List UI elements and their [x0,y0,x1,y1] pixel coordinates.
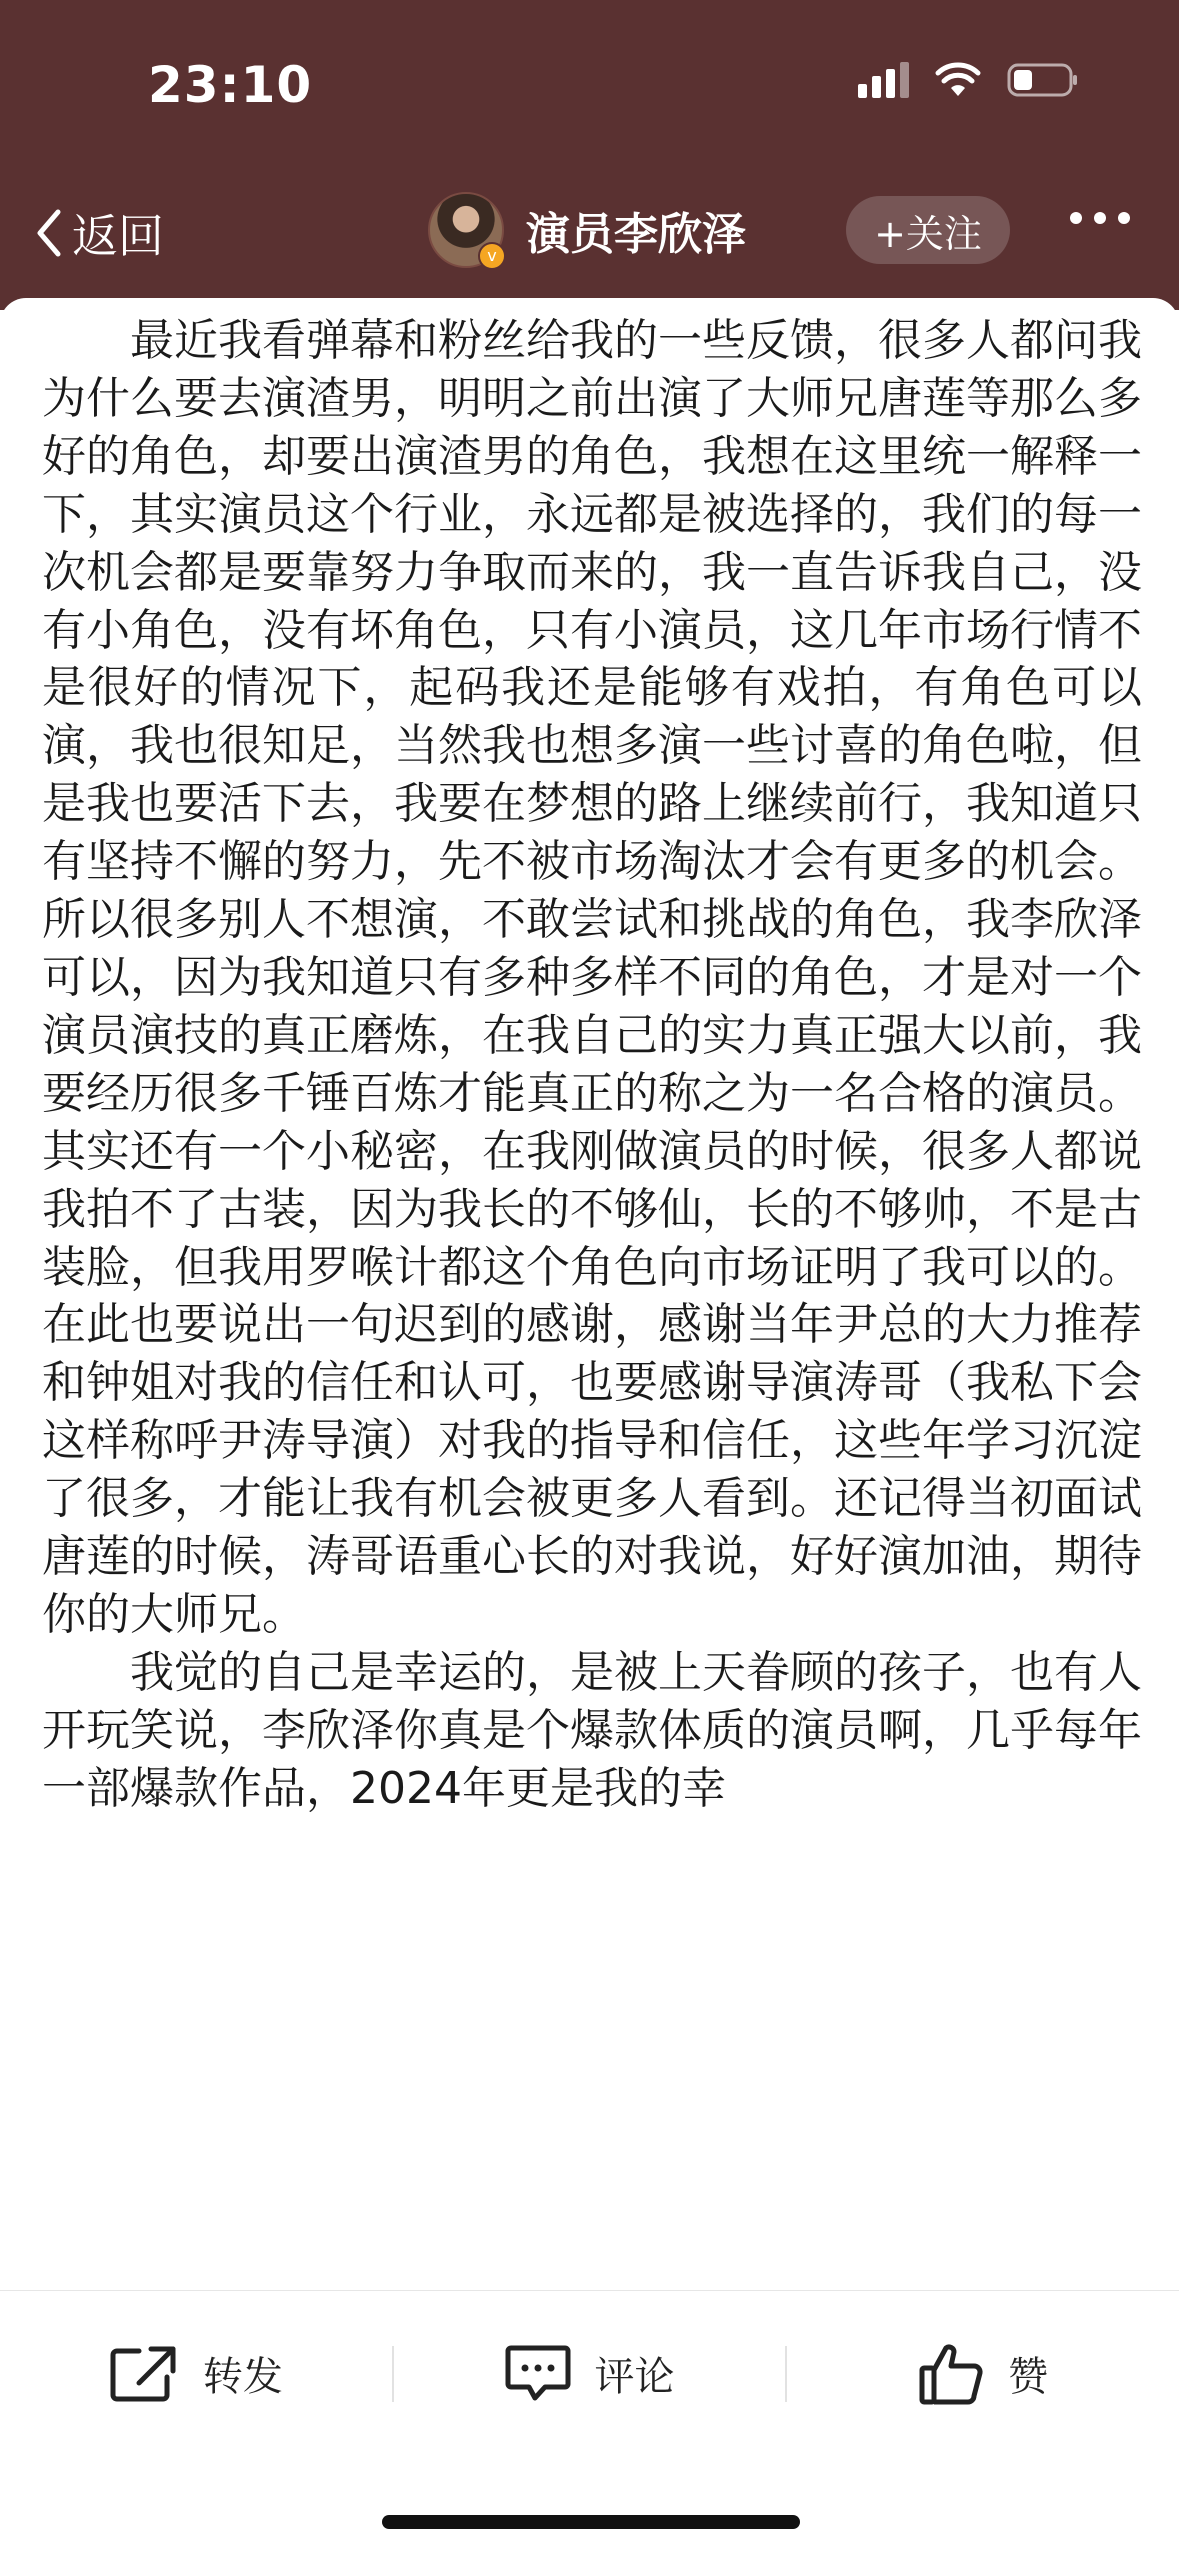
status-icons [858,62,1079,98]
back-chevron-icon [34,208,62,258]
user-name[interactable]: 演员李欣泽 [526,209,746,260]
article-body [0,298,1179,2293]
article-paragraph: 我觉的自己是幸运的，是被上天眷顾的孩子，也有人开玩笑说，李欣泽你真是个爆款体质的演员啊，几乎每年一部爆款作品，2024年更是我的幸 [42,1646,1142,1814]
comment-label: 评论 [594,2354,675,2400]
wifi-icon [935,62,981,98]
back-button[interactable] [34,200,164,266]
repost-icon [109,2345,179,2403]
follow-button[interactable]: +关注 [846,196,1010,264]
comment-icon [505,2344,571,2404]
repost-label: 转发 [202,2354,283,2400]
top-header [0,0,1179,310]
battery-icon [1007,62,1079,98]
like-button[interactable] [787,2342,1179,2406]
like-label: 赞 [1008,2354,1049,2400]
avatar[interactable] [428,192,504,268]
repost-button[interactable] [0,2345,392,2403]
like-icon [918,2342,984,2406]
home-indicator[interactable] [382,2515,800,2529]
actions [0,2291,1179,2456]
verified-badge-icon: v [478,242,506,270]
comment-button[interactable] [394,2344,786,2404]
article-text [42,312,1142,1818]
back-label: 返回 [72,209,164,263]
header-user[interactable] [428,192,746,268]
status-time: 23:10 [148,56,313,114]
signal-icon [858,62,909,98]
more-icon[interactable] [1070,212,1130,224]
bottom-action-bar [0,2290,1179,2557]
article-paragraph: 最近我看弹幕和粉丝给我的一些反馈，很多人都问我为什么要去演渣男，明明之前出演了大师兄唐莲等那么多好的角色，却要出演渣男的角色，我想在这里统一解释一下，其实演员这个行业，永远都是被选择的，我们的每一次机会都是要靠努力争取而来的，我一直告诉我自己，没有小角色，没有坏角色，只有小演员，这几年市场行情不是很好的情况下，起码我还是能够有戏拍，有角色可以演，我也很知足，当然我也想多演一些讨喜的角色啦，但是我也要活下去，我要在梦想的路上继续前行，我知道只有坚持不懈的努力，先不被市场淘汰才会有更多的机会。所以很多别人不想演，不敢尝试和挑战的角色，我李欣泽可以，因为我知道只有多种多样不同的角色，才是对一个演员演技的真正磨炼，在我自己的实力真正强大以前，我要经历很多千锤百炼才能真正的称之为一名合格的演员。其实还有一个小秘密，在我刚做演员的时候，很多人都说我拍不了古装，因为我长的不够仙，长的不够帅，不是古装脸，但我用罗喉计都这个角色向市场证明了我可以的。在此也要说出一句迟到的感谢，感谢当年尹总的大力推荐和钟姐对我的信任和认可，也要感谢导演涛哥（我私下会这样称呼尹涛导演）对我的指导和信任，这些年学习沉淀了很多，才能让我有机会被更多人看到。还记得当初面试唐莲的时候，涛哥语重心长的对我说，好好演加油，期待你的大师兄。 [42,315,1142,1640]
